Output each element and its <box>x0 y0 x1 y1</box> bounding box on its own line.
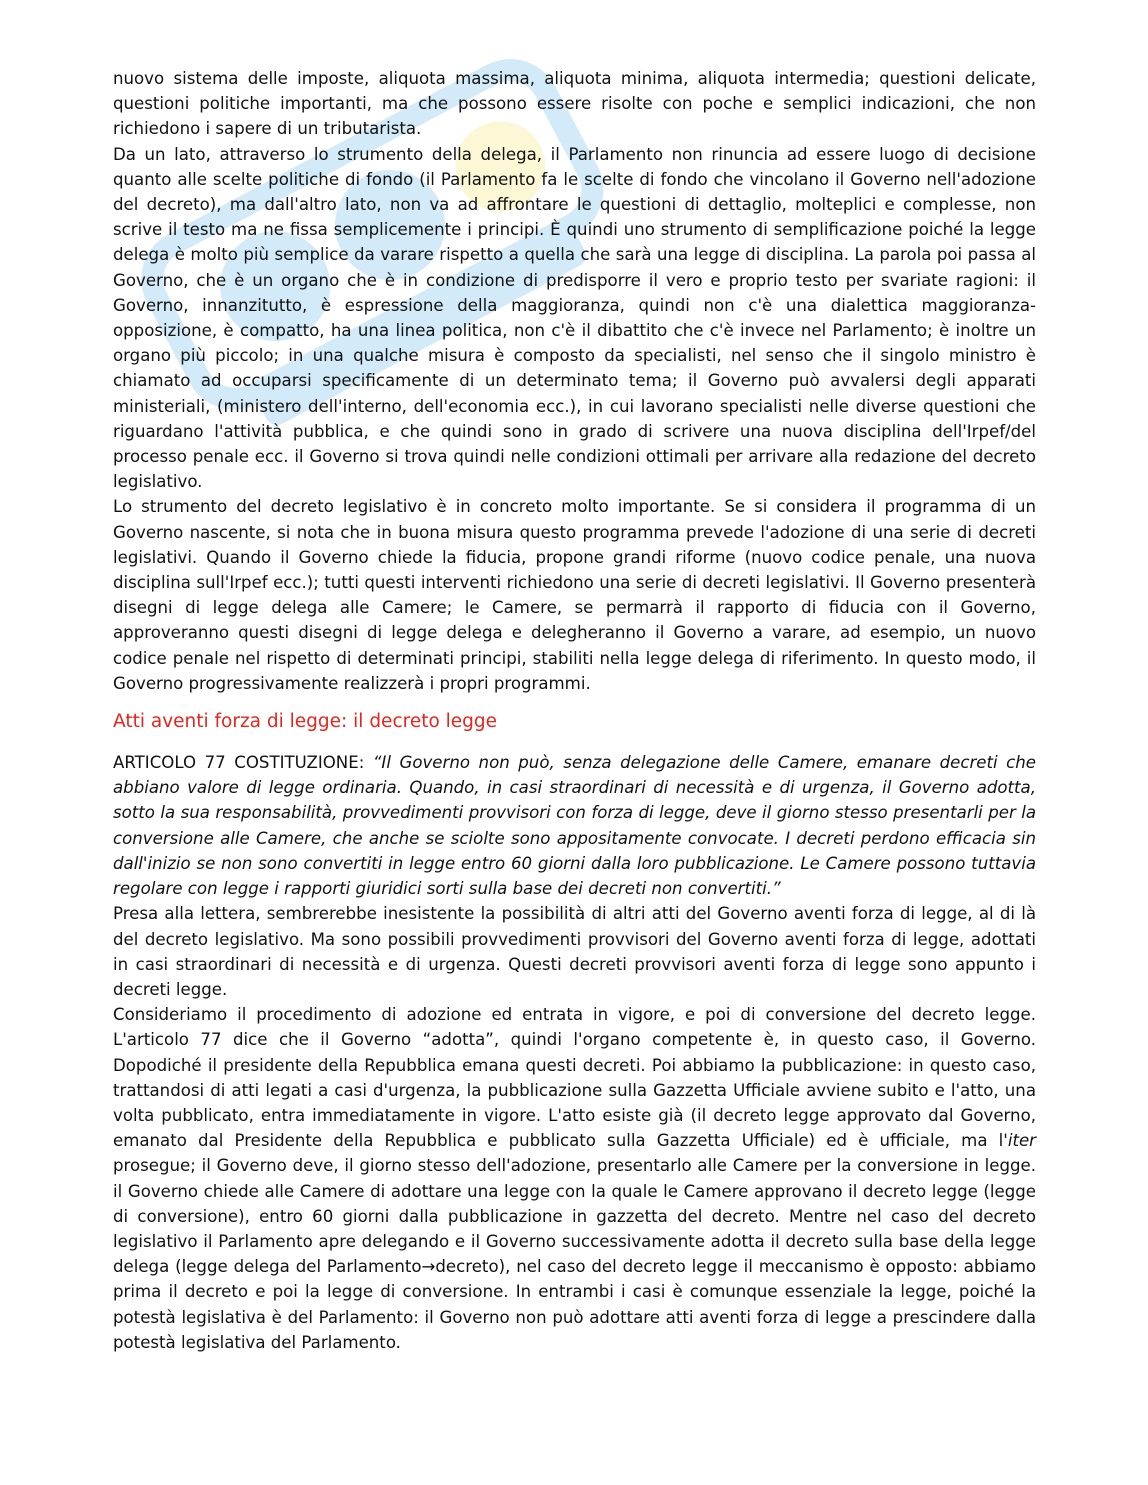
section-heading: Atti aventi forza di legge: il decreto legge <box>113 711 498 733</box>
paragraph: Da un lato, attraverso lo strumento della delega, il Parlamento non rinuncia ad essere luogo di decisione quanto alle scelte politiche di fondo (il Parlamento fa le scelte di fondo che vincolano il Governo nell'adozione del decreto), ma dall'altro lato, non va ad affrontare le questioni di dettaglio, molteplici e complesse, non scrive il testo ma ne fissa semplicemente i principi. È quindi uno strumento di semplificazione poiché la legge delega è molto più semplice da varare rispetto a quella che sarà una legge di disciplina. La parola poi passa al Governo, che è un organo che è in condizione di predisporre il vero e proprio testo per svariate ragioni: il Governo, innanzitutto, è espressione della maggioranza, quindi non c'è una dialettica maggioranza-opposizione, è compatto, ha una linea politica, non c'è il dibattito che c'è invece nel Parlamento; è inoltre un organo più piccolo; in una qualche misura è composto da specialisti, nel senso che il singolo ministro è chiamato ad occuparsi specificamente di un determinato tema; il Governo può avvalersi degli apparati ministeriali, (ministero dell'interno, dell'economia ecc.), in cui lavorano specialisti nelle diverse questioni che riguardano l'attività pubblica, e che quindi sono in grado di scrivere una nuova disciplina dell'Irpef/del processo penale ecc. il Governo si trova quindi nelle condizioni ottimali per arrivare alla redazione del decreto legislativo. <box>113 144 1036 492</box>
document-page <box>113 66 1036 1355</box>
paragraph: Lo strumento del decreto legislativo è in concreto molto importante. Se si considera il programma di un Governo nascente, si nota che in buona misura questo programma prevede l'adozione di una serie di decreti legislativi. Quando il Governo chiede la fiducia, propone grandi riforme (nuovo codice penale, una nuova disciplina sull'Irpef ecc.); tutti questi interventi richiedono una serie di decreti legislativi. Il Governo presenterà disegni di legge delega alle Camere; le Camere, se permarrà il rapporto di fiducia con il Governo, approveranno questi disegni di legge delega e delegheranno il Governo a varare, ad esempio, un nuovo codice penale nel rispetto di determinati principi, stabiliti nella legge delega di riferimento. In questo modo, il Governo progressivamente realizzerà i propri programmi. <box>113 497 1036 693</box>
paragraph: Presa alla lettera, sembrerebbe inesistente la possibilità di altri atti del Governo aventi forza di legge, al di là del decreto legislativo. Ma sono possibili provvedimenti provvisori del Governo aventi forza di legge, adottati in casi straordinari di necessità e di urgenza. Questi decreti provvisori aventi forza di legge sono appunto i decreti legge. <box>113 904 1036 999</box>
paragraph <box>113 1002 1036 1355</box>
paragraph-text: Consideriamo il procedimento di adozione ed entrata in vigore, e poi di conversione del decreto legge. L'articolo 77 dice che il Governo “adotta”, quindi l'organo competente è, in questo caso, il Governo. Dopodiché il presidente della Repubblica emana questi decreti. Poi abbiamo la pubblicazione: in questo caso, trattandosi di atti legati a casi d'urgenza, la pubblicazione sulla Gazzetta Ufficiale avviene subito e l'atto, una volta pubblicato, entra immediatamente in vigore. L'atto esiste già (il decreto legge approvato dal Governo, emanato dal Presidente della Repubblica e pubblicato sulla Gazzetta Ufficiale) ed è ufficiale, ma l' <box>113 1005 1036 1151</box>
article-label: ARTICOLO 77 COSTITUZIONE: <box>113 753 373 773</box>
article-quote-paragraph <box>113 750 1036 901</box>
italic-term: iter <box>1007 1131 1036 1151</box>
paragraph-text: prosegue; il Governo deve, il giorno stesso dell'adozione, presentarlo alle Camere per la conversione in legge. il Governo chiede alle Camere di adottare una legge con la quale le Camere approvano il decreto legge (legge di conversione), entro 60 giorni dalla pubblicazione in gazzetta del decreto. Mentre nel caso del decreto legislativo il Parlamento apre delegando e il Governo successivamente adotta il decreto sulla base della legge delega (legge delega del Parlamento→decreto), nel caso del decreto legge il meccanismo è opposto: abbiamo prima il decreto e poi la legge di conversione. In entrambi i casi è comunque essenziale la legge, poiché la potestà legislativa è del Parlamento: il Governo non può adottare atti aventi forza di legge a prescindere dalla potestà legislativa del Parlamento. <box>113 1156 1036 1352</box>
paragraph: nuovo sistema delle imposte, aliquota massima, aliquota minima, aliquota intermedia; questioni delicate, questioni politiche importanti, ma che possono essere risolte con poche e semplici indicazioni, che non richiedono i sapere di un tributarista. <box>113 69 1036 139</box>
article-quote: “Il Governo non può, senza delegazione delle Camere, emanare decreti che abbiano valore di legge ordinaria. Quando, in casi straordinari di necessità e di urgenza, il Governo adotta, sotto la sua responsabilità, provvedimenti provvisori con forza di legge, deve il giorno stesso presentarli per la conversione alle Camere, che anche se sciolte sono appositamente convocate. I decreti perdono efficacia sin dall'inizio se non sono convertiti in legge entro 60 giorni dalla loro pubblicazione. Le Camere possono tuttavia regolare con legge i rapporti giuridici sorti sulla base dei decreti non convertiti.” <box>113 753 1037 899</box>
